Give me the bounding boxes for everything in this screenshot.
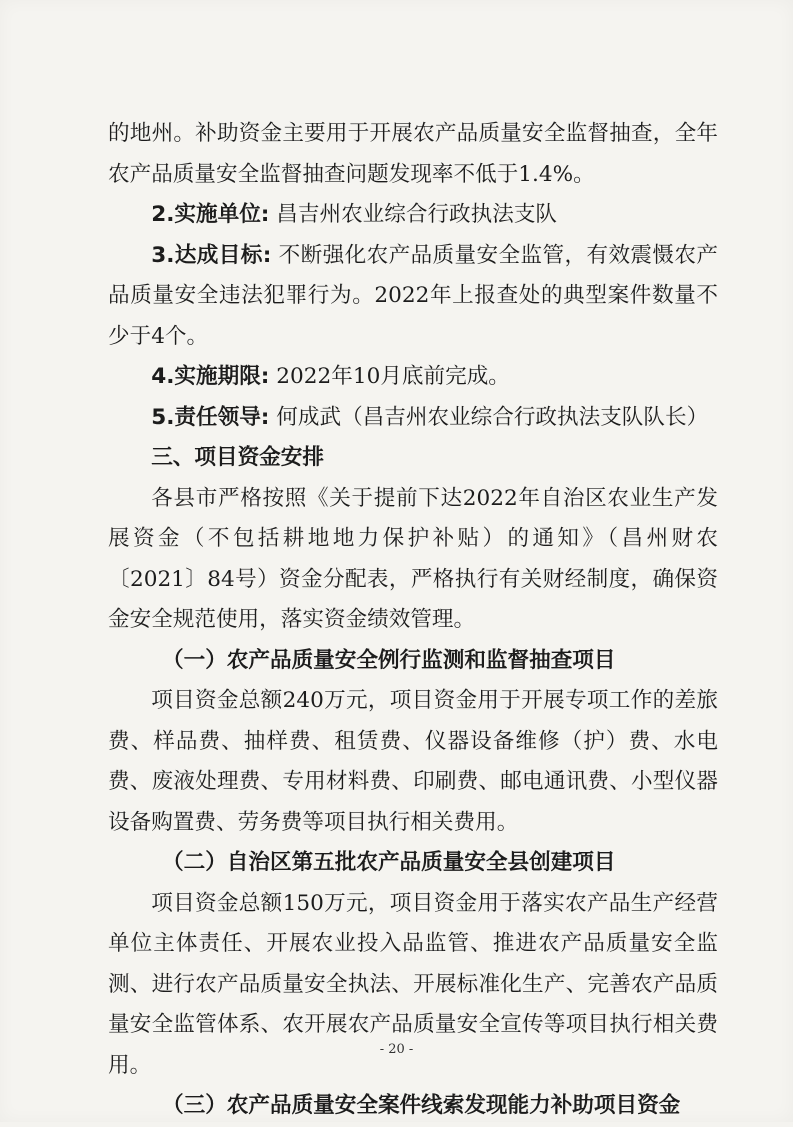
item-text: 何成武（昌吉州农业综合行政执法支队队长） xyxy=(269,404,709,430)
item-text: 2022年10月底前完成。 xyxy=(269,364,510,389)
item-period xyxy=(108,357,718,398)
subsection-paragraph-1: 项目资金总额240万元，项目资金用于开展专项工作的差旅费、样品费、抽样费、租赁费、仪器设备维修（护）费、水电费、废液处理费、专用材料费、印刷费、邮电通讯费、小型仪器设备购置费、劳务费等项目执行相关费用。 xyxy=(108,688,718,835)
subsection-heading-1: （一）农产品质量安全例行监测和监督抽查项目 xyxy=(162,647,616,673)
subsection-heading-3: （三）农产品质量安全案件线索发现能力补助项目资金 xyxy=(162,1093,681,1118)
subsection-paragraph-2: 项目资金总额150万元，项目资金用于落实农产品生产经营单位主体责任、开展农业投入品监管、推进农产品质量安全监测、进行农产品质量安全执法、开展标准化生产、完善农产品质量安全监管体系、农开展农产品质量安全宣传等项目执行相关费用。 xyxy=(108,890,718,1078)
subsection-heading-2: （二）自治区第五批农产品质量安全县创建项目 xyxy=(162,850,616,875)
item-label: 2.实施单位: xyxy=(151,202,270,227)
document-body xyxy=(108,114,718,1127)
item-label: 3.达成目标: xyxy=(151,242,272,268)
intro-paragraph: 的地州。补助资金主要用于开展农产品质量安全监督抽查，全年农产品质量安全监督抽查问题发现率不低于1.4%。 xyxy=(108,121,718,187)
item-label: 5.责任领导: xyxy=(151,404,270,430)
item-responsible-leader xyxy=(108,398,718,439)
item-implementing-unit xyxy=(108,195,718,236)
page-number: - 20 - xyxy=(379,1042,414,1057)
item-label: 4.实施期限: xyxy=(151,364,270,389)
item-target xyxy=(108,236,718,358)
item-text: 昌吉州农业综合行政执法支队 xyxy=(269,202,558,227)
item-text: 不断强化农产品质量安全监管，有效震慑农产品质量安全违法犯罪行为。2022年上报查处的典型案件数量不少于4个。 xyxy=(108,242,718,349)
section-heading: 三、项目资金安排 xyxy=(151,445,324,470)
section-paragraph: 各县市严格按照《关于提前下达2022年自治区农业生产发展资金（不包括耕地地力保护补贴）的通知》（昌州财农〔2021〕84号）资金分配表，严格执行有关财经制度，确保资金安全规范使用，落实资金绩效管理。 xyxy=(108,485,718,632)
